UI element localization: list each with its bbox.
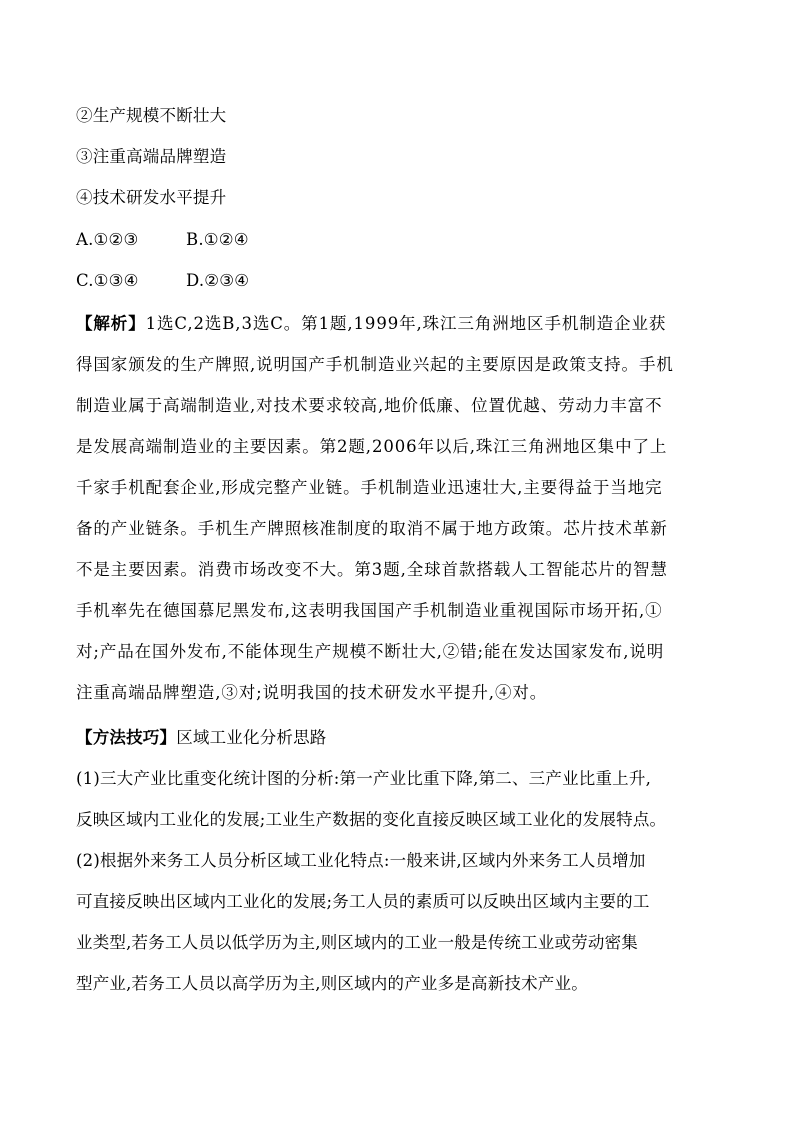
option-a: A.①②③ bbox=[76, 230, 139, 249]
method-line-1: (1)三大产业比重变化统计图的分析:第一产业比重下降,第二、三产业比重上升, bbox=[76, 769, 652, 788]
options-row-2 bbox=[76, 270, 726, 292]
statement-4: ④技术研发水平提升 bbox=[76, 188, 227, 207]
analysis-line-4: 是发展高端制造业的主要因素。第2题,2006年以后,珠江三角洲地区集中了上 bbox=[76, 437, 668, 456]
method-line-6: 型产业,若务工人员以高学历为主,则区域内的产业多是高新技术产业。 bbox=[76, 974, 588, 993]
method-line-4: 可直接反映出区域内工业化的发展;务工人员的素质可以反映出区域内主要的工 bbox=[76, 892, 650, 911]
analysis-line-9: 对;产品在国外发布,不能体现生产规模不断壮大,②错;能在发达国家发布,说明 bbox=[76, 642, 665, 661]
method-line-2: 反映区域内工业化的发展;工业生产数据的变化直接反映区域工业化的发展特点。 bbox=[76, 810, 667, 829]
analysis-line-7: 不是主要因素。消费市场改变不大。第3题,全球首款搭载人工智能芯片的智慧 bbox=[76, 560, 668, 579]
statement-2: ②生产规模不断壮大 bbox=[76, 106, 227, 125]
analysis-line-1 bbox=[76, 313, 726, 335]
options-row-1 bbox=[76, 229, 726, 251]
analysis-line-8: 手机率先在德国慕尼黑发布,这表明我国国产手机制造业重视国际市场开拓,① bbox=[76, 601, 663, 620]
method-line-5: 业类型,若务工人员以低学历为主,则区域内的工业一般是传统工业或劳动密集 bbox=[76, 933, 638, 952]
option-c: C.①③④ bbox=[76, 271, 139, 290]
analysis-line-6: 备的产业链条。手机生产牌照核准制度的取消不属于地方政策。芯片技术革新 bbox=[76, 519, 668, 538]
method-line-3: (2)根据外来务工人员分析区域工业化特点:一般来讲,区域内外来务工人员增加 bbox=[76, 851, 646, 870]
option-b: B.①②④ bbox=[186, 230, 249, 249]
analysis-line-5: 千家手机配套企业,形成完整产业链。手机制造业迅速壮大,主要得益于当地完 bbox=[76, 478, 663, 497]
statement-3: ③注重高端品牌塑造 bbox=[76, 147, 227, 166]
method-label: 【方法技巧】 bbox=[76, 728, 177, 747]
analysis-line-2: 得国家颁发的生产牌照,说明国产手机制造业兴起的主要原因是政策支持。手机 bbox=[76, 355, 674, 374]
analysis-line-10: 注重高端品牌塑造,③对;说明我国的技术研发水平提升,④对。 bbox=[76, 683, 548, 702]
analysis-line-3: 制造业属于高端制造业,对技术要求较高,地价低廉、位置优越、劳动力丰富不 bbox=[76, 396, 663, 415]
analysis-label: 【解析】 bbox=[76, 314, 146, 333]
method-heading bbox=[76, 727, 726, 749]
option-d: D.②③④ bbox=[186, 271, 250, 290]
method-title: 区域工业化分析思路 bbox=[176, 728, 327, 747]
analysis-text-1: 1选C,2选B,3选C。第1题,1999年,珠江三角洲地区手机制造企业获 bbox=[145, 314, 667, 333]
